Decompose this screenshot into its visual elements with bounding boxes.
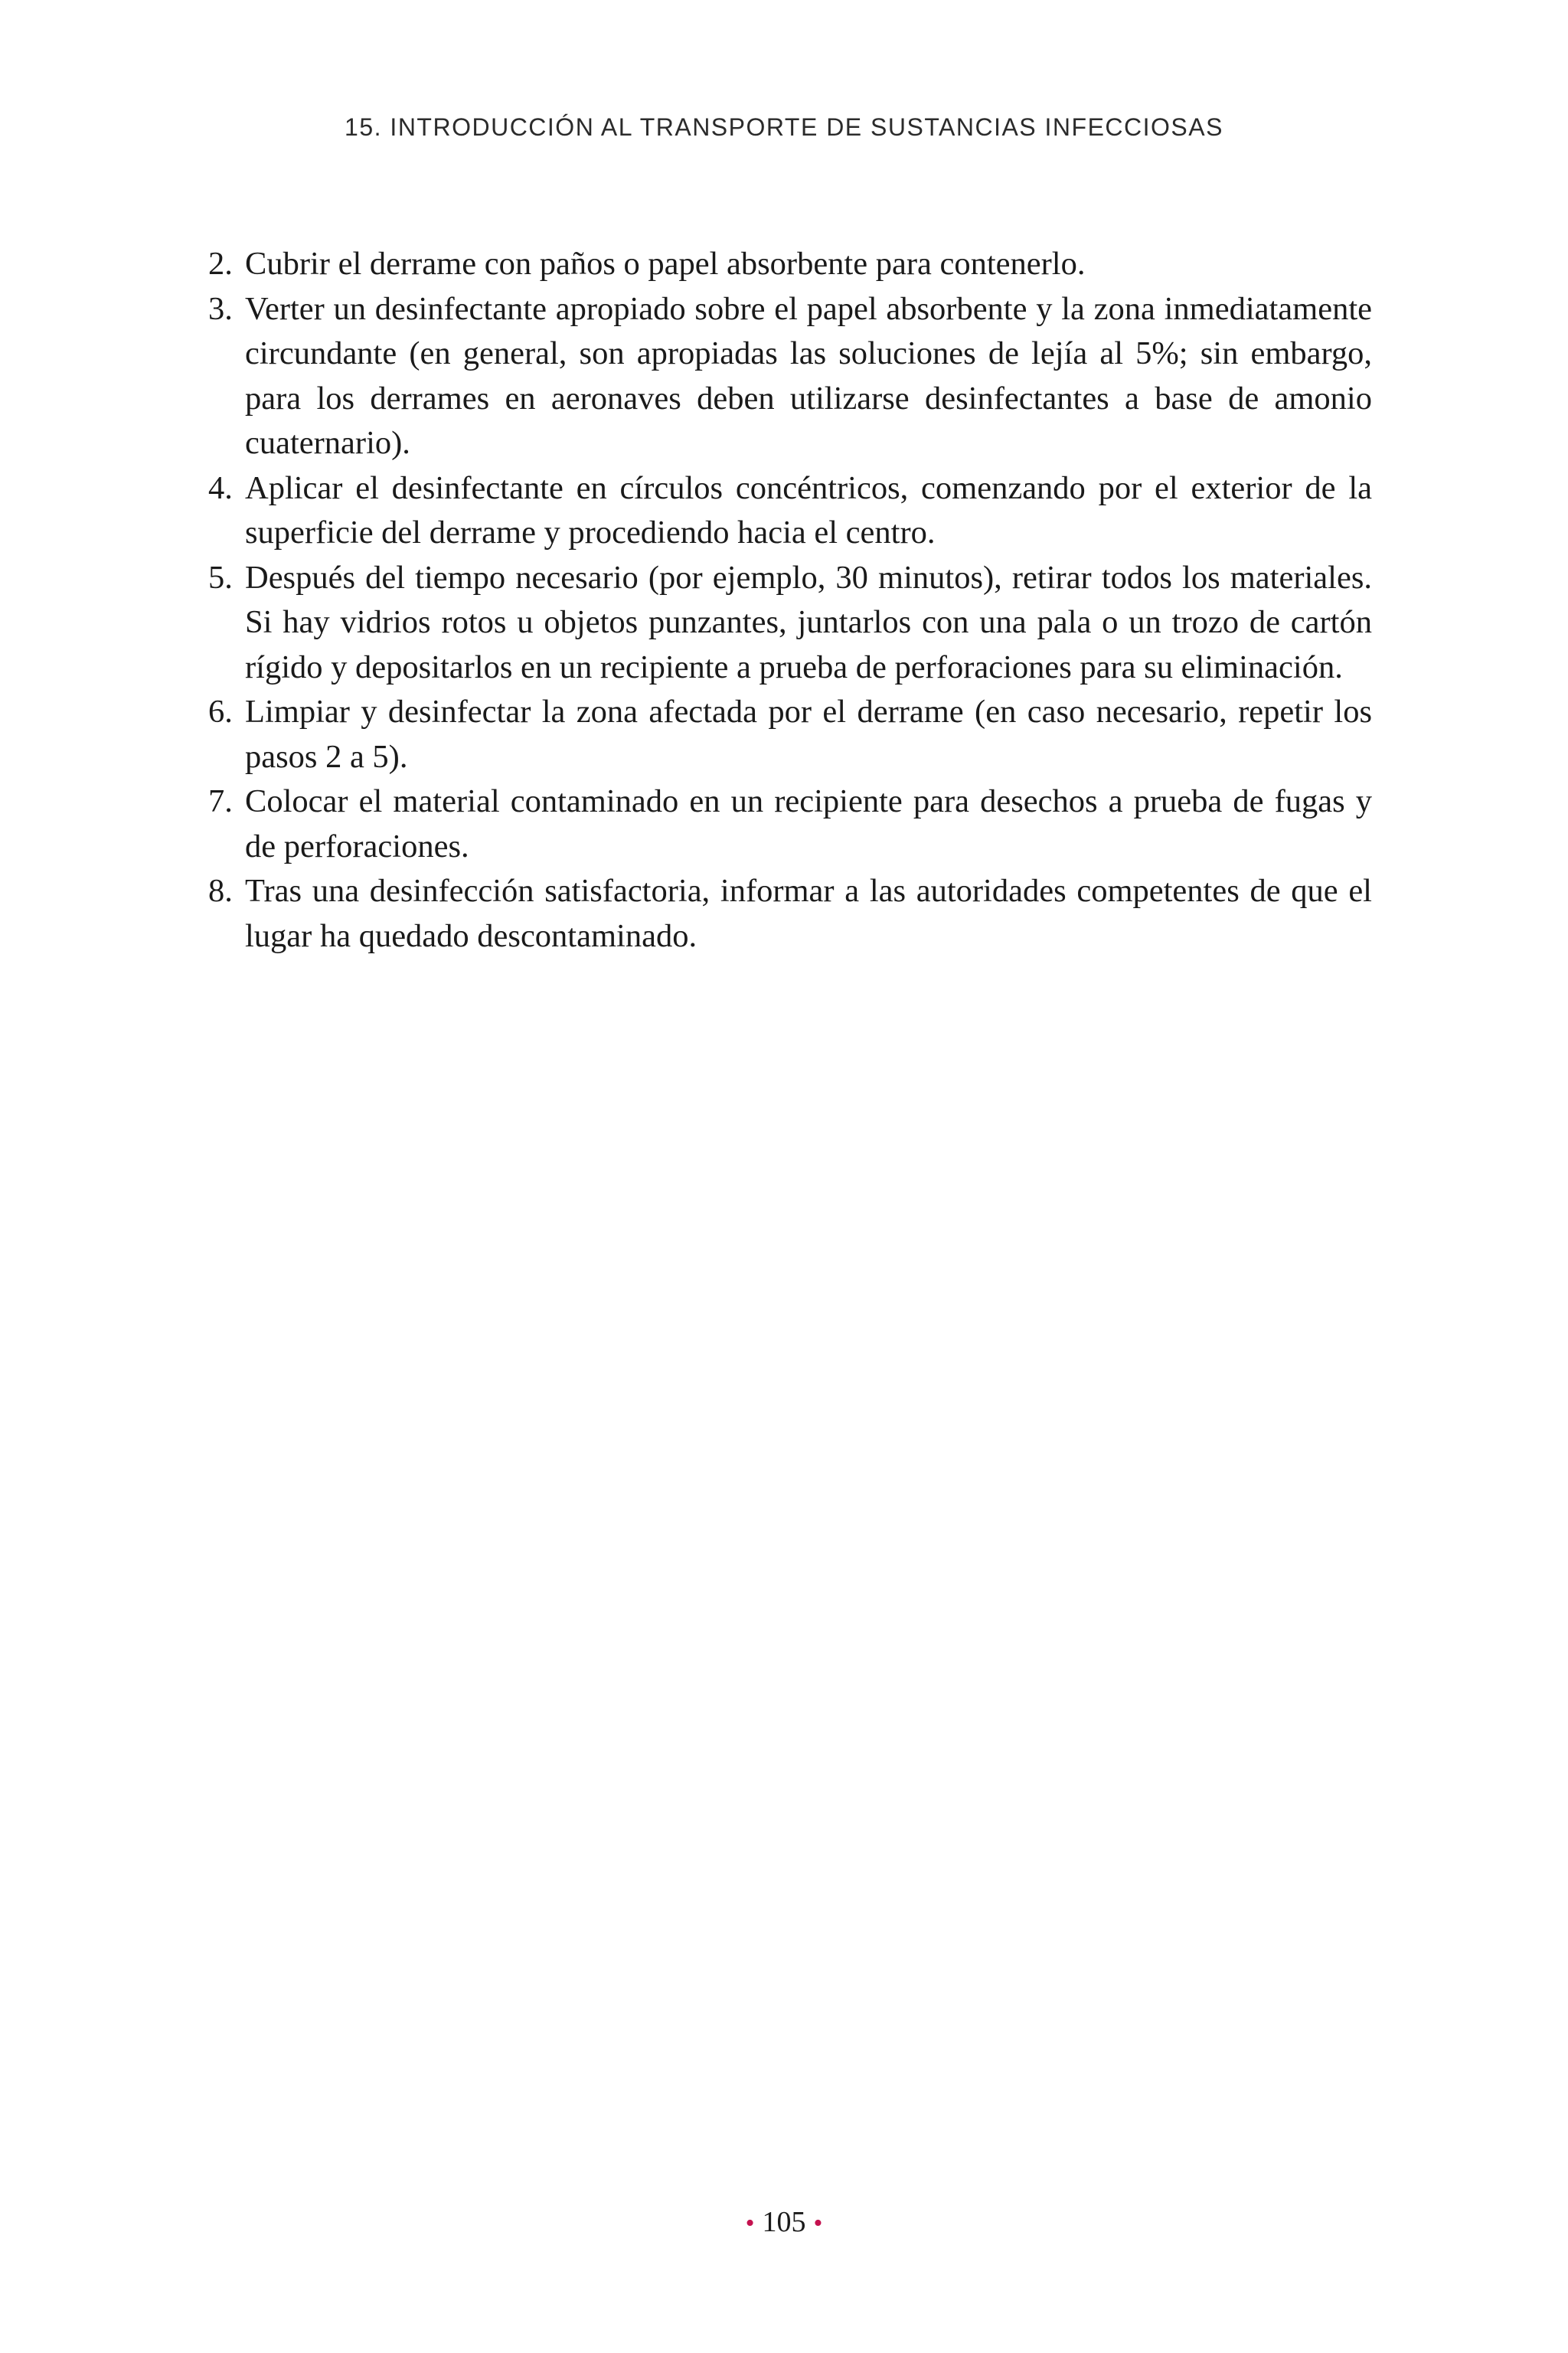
step-number: 8. bbox=[208, 873, 233, 909]
list-item bbox=[208, 556, 1372, 691]
step-number: 2. bbox=[208, 246, 233, 282]
step-number: 6. bbox=[208, 694, 233, 730]
bullet-icon: • bbox=[745, 2209, 755, 2237]
step-number: 5. bbox=[208, 559, 233, 596]
list-item bbox=[208, 287, 1372, 466]
step-number: 7. bbox=[208, 783, 233, 819]
page-number-footer bbox=[0, 2205, 1568, 2239]
list-item bbox=[208, 869, 1372, 959]
procedure-steps-list bbox=[208, 242, 1372, 959]
running-header: 15. INTRODUCCIÓN AL TRANSPORTE DE SUSTANCIAS INFECCIOSAS bbox=[345, 113, 1223, 141]
step-text: Limpiar y desinfectar la zona afectada por el derrame (en caso necesario, repetir los pasos 2 a 5). bbox=[245, 694, 1372, 775]
step-text: Colocar el material contaminado en un recipiente para desechos a prueba de fugas y de perforaciones. bbox=[245, 783, 1372, 864]
step-text: Verter un desinfectante apropiado sobre el papel absorbente y la zona inmediatamente circundante (en general, son apropiadas las soluciones de lejía al 5%; sin embargo, para los derrames en aeronaves deben utilizarse desinfectantes a base de amonio cuaternario). bbox=[245, 290, 1372, 461]
step-text: Tras una desinfección satisfactoria, informar a las autoridades competentes de que el lugar ha quedado descontaminado. bbox=[245, 873, 1372, 954]
bullet-icon: • bbox=[813, 2209, 823, 2237]
list-item bbox=[208, 466, 1372, 556]
step-text: Cubrir el derrame con paños o papel absorbente para contenerlo. bbox=[245, 246, 1086, 282]
step-text: Después del tiempo necesario (por ejemplo, 30 minutos), retirar todos los materiales. Si hay vidrios rotos u objetos punzantes, juntarlos con una pala o un trozo de cartón rígido y depositarlos en un recipiente a prueba de perforaciones para su eliminación. bbox=[245, 559, 1372, 685]
page-number: 105 bbox=[762, 2206, 806, 2238]
step-text: Aplicar el desinfectante en círculos concéntricos, comenzando por el exterior de la superficie del derrame y procediendo hacia el centro. bbox=[245, 469, 1372, 551]
step-number: 3. bbox=[208, 290, 233, 327]
list-item bbox=[208, 779, 1372, 869]
step-number: 4. bbox=[208, 469, 233, 506]
list-item bbox=[208, 242, 1372, 287]
list-item bbox=[208, 690, 1372, 779]
